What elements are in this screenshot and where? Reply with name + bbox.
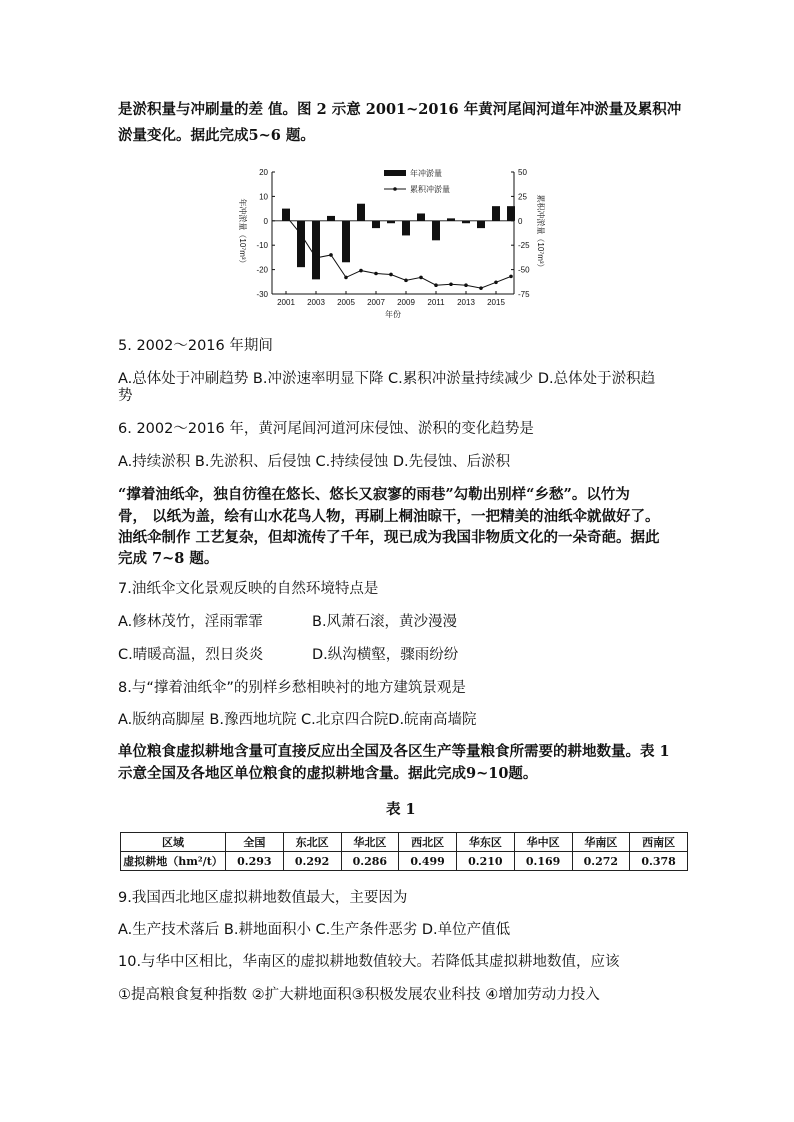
left-tick-label: -20 [256, 265, 268, 275]
bar [432, 221, 440, 241]
table-cell: 0.286 [341, 852, 399, 871]
question-5-stem: 5. 2002～2016 年期间 [118, 338, 273, 354]
legend-bar-swatch [384, 170, 406, 176]
line-point [314, 256, 318, 260]
right-axis-title: 累积冲淤量（10⁷m³） [536, 194, 545, 272]
table-header-cell: 华南区 [572, 833, 630, 852]
table-header-cell: 西北区 [399, 833, 457, 852]
line-point [494, 280, 498, 284]
line-point [359, 269, 363, 273]
line-point [464, 283, 468, 287]
bar [462, 221, 470, 223]
table-cell: 0.292 [283, 852, 341, 871]
x-tick-label: 2015 [487, 298, 505, 307]
left-tick-label: -10 [256, 241, 268, 251]
x-axis-title: 年份 [385, 310, 401, 319]
x-tick-label: 2001 [277, 298, 295, 307]
bar [357, 204, 365, 221]
table-1 [120, 832, 688, 871]
bar [492, 206, 500, 221]
line-point [509, 275, 513, 279]
line-point [479, 286, 483, 290]
bar [342, 221, 350, 262]
question-5-options-cont: 势 [118, 388, 133, 404]
bar-series [282, 204, 515, 280]
question-8-options: A.版纳高脚屋 B.豫西地坑院 C.北京四合院D.皖南高墙院 [118, 712, 477, 728]
table-header-cell: 华北区 [341, 833, 399, 852]
question-7-option-d: D.纵沟横壑，骤雨纷纷 [312, 647, 459, 663]
line-point [389, 273, 393, 277]
line-point [329, 253, 333, 257]
intro-line: 油纸伞制作 工艺复杂，但却流传了千年，现已成为我国非物质文化的一朵奇葩。据此 [118, 529, 660, 546]
line-point [449, 282, 453, 286]
table-header-cell: 华中区 [514, 833, 572, 852]
bar [297, 221, 305, 267]
table-row [121, 852, 688, 871]
table-cell: 0.499 [399, 852, 457, 871]
chart-labels [238, 168, 546, 319]
sediment-chart [226, 160, 546, 325]
line-point [404, 279, 408, 283]
x-tick-label: 2003 [307, 298, 325, 307]
legend-bar-label: 年冲淤量 [410, 169, 442, 178]
table-header-cell: 华东区 [457, 833, 515, 852]
x-tick-label: 2011 [427, 298, 445, 307]
x-tick-label: 2007 [367, 298, 385, 307]
line-point [344, 276, 348, 280]
intro-line: 是淤积量与冲刷量的差 值。图 2 示意 2001~2016 年黄河尾闾河道年冲淤量及累积冲 [118, 101, 682, 118]
table-cell: 0.293 [226, 852, 284, 871]
question-7-option-a: A.修林茂竹，淫雨霏霏 [118, 614, 263, 630]
line-point [434, 283, 438, 287]
question-7-option-b: B.风萧石滚，黄沙漫漫 [312, 614, 458, 630]
legend-line-label: 累积冲淤量 [410, 185, 450, 194]
line-point [374, 272, 378, 276]
table-cell: 虚拟耕地（hm²/t） [121, 852, 226, 871]
left-tick-label: 20 [259, 168, 268, 177]
right-tick-label: -50 [518, 265, 530, 275]
x-tick-label: 2013 [457, 298, 475, 307]
question-5-options: A.总体处于冲刷趋势 B.冲淤速率明显下降 C.累积冲淤量持续减少 D.总体处于淤积趋 [118, 371, 656, 387]
legend-line-marker [393, 187, 397, 191]
x-tick-label: 2005 [337, 298, 355, 307]
line-point [419, 276, 423, 280]
right-tick-label: 0 [518, 216, 523, 226]
table-cell: 0.210 [457, 852, 515, 871]
left-tick-label: -30 [256, 290, 268, 299]
question-7-option-c: C.晴暖高温，烈日炎炎 [118, 647, 264, 663]
question-9-options: A.生产技术落后 B.耕地面积小 C.生产条件恶劣 D.单位产值低 [118, 922, 511, 938]
intro-line: “撑着油纸伞，独自彷徨在悠长、悠长又寂寥的雨巷”勾勒出别样“乡愁”。以竹为 [118, 486, 630, 503]
bar [417, 213, 425, 220]
left-tick-label: 10 [259, 192, 268, 202]
line-point [299, 233, 303, 237]
line-point [284, 214, 288, 218]
question-7-stem: 7.油纸伞文化景观反映的自然环境特点是 [118, 581, 379, 597]
table-header-cell: 区域 [121, 833, 226, 852]
right-tick-label: -25 [518, 241, 530, 251]
bar [372, 221, 380, 228]
table-cell: 0.378 [630, 852, 688, 871]
bar [327, 216, 335, 221]
table-cell: 0.272 [572, 852, 630, 871]
intro-line: 示意全国及各地区单位粮食的虚拟耕地含量。据此完成9~10题。 [118, 765, 538, 782]
table-header-cell: 全国 [226, 833, 284, 852]
right-tick-label: -75 [518, 290, 530, 299]
table-header-cell: 东北区 [283, 833, 341, 852]
question-6-stem: 6. 2002～2016 年，黄河尾闾河道河床侵蚀、淤积的变化趋势是 [118, 421, 534, 437]
table-cell: 0.169 [514, 852, 572, 871]
bar [312, 221, 320, 280]
table-header-row [121, 833, 688, 852]
left-tick-label: 0 [263, 216, 268, 226]
intro-line: 完成 7~8 题。 [118, 550, 219, 567]
table-header-cell: 西南区 [630, 833, 688, 852]
question-6-options: A.持续淤积 B.先淤积、后侵蚀 C.持续侵蚀 D.先侵蚀、后淤积 [118, 454, 511, 470]
question-10-options: ①提高粮食复种指数 ②扩大耕地面积③积极发展农业科技 ④增加劳动力投入 [118, 987, 600, 1003]
intro-line: 单位粮食虚拟耕地含量可直接反应出全国及各区生产等量粮食所需要的耕地数量。表 1 [118, 743, 670, 760]
bar [477, 221, 485, 228]
bar [447, 218, 455, 220]
bar [387, 221, 395, 223]
bar [402, 221, 410, 236]
intro-line: 淤量变化。据此完成5~6 题。 [118, 127, 315, 144]
table-caption: 表 1 [386, 801, 416, 818]
intro-line: 骨， 以纸为盖，绘有山水花鸟人物，再刷上桐油晾干，一把精美的油纸伞就做好了。 [118, 508, 660, 525]
right-tick-label: 25 [518, 192, 527, 202]
question-9-stem: 9.我国西北地区虚拟耕地数值最大，主要因为 [118, 890, 408, 906]
left-axis-title: 年冲淤量（10⁷m³） [238, 198, 247, 268]
x-tick-label: 2009 [397, 298, 415, 307]
bar [507, 206, 515, 221]
right-tick-label: 50 [518, 168, 527, 177]
question-8-stem: 8.与“撑着油纸伞”的别样乡愁相映衬的地方建筑景观是 [118, 680, 466, 696]
question-10-stem: 10.与华中区相比，华南区的虚拟耕地数值较大。若降低其虚拟耕地数值，应该 [118, 954, 620, 970]
